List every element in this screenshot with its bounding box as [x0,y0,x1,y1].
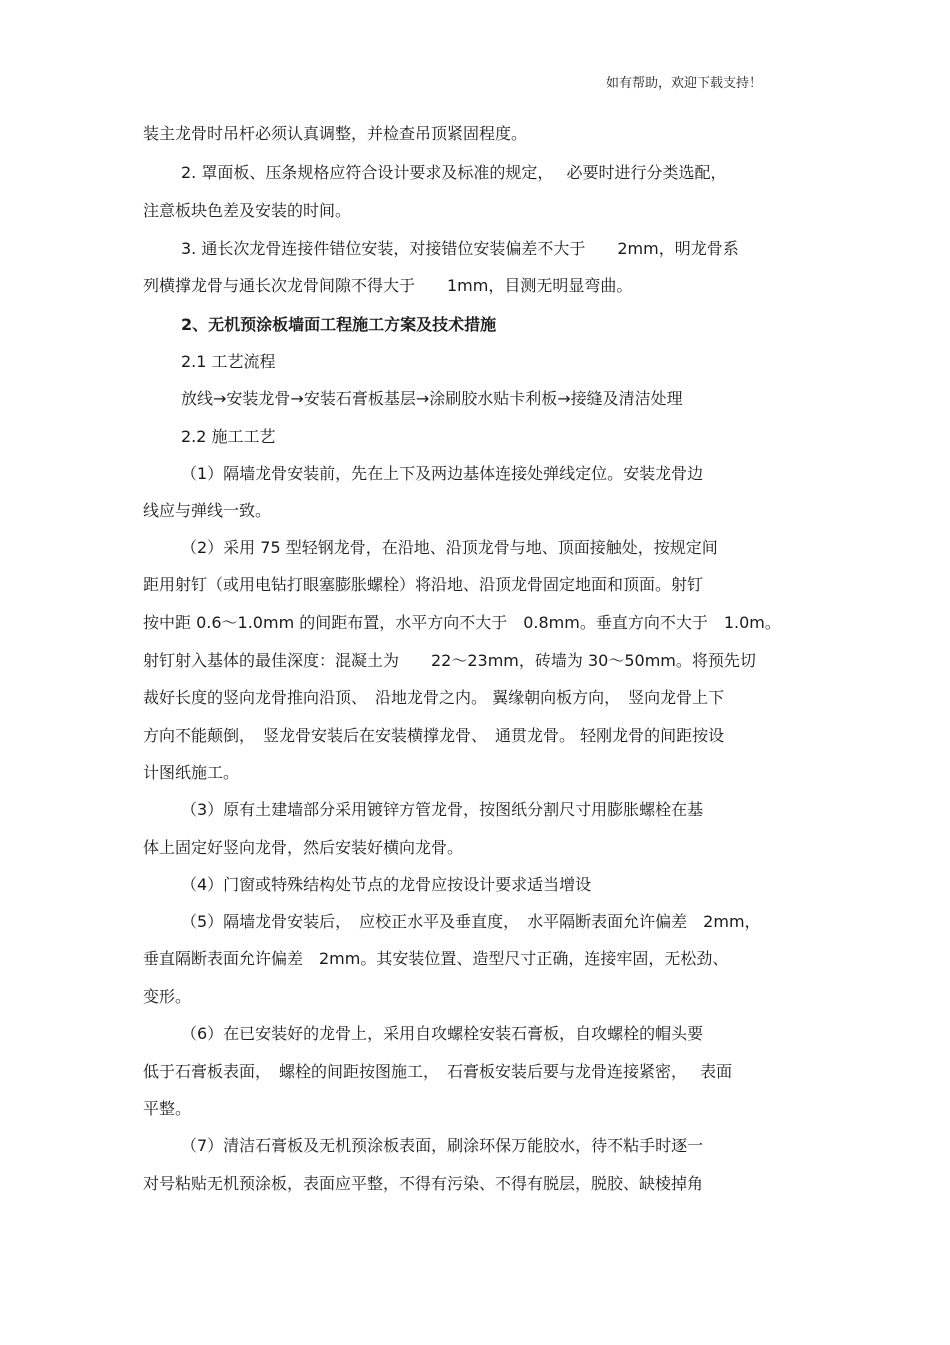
header-note: 如有帮助，欢迎下载支持！ [606,76,763,91]
text-line: 距用射钉（或用电钻打眼塞膨胀螺栓）将沿地、沿顶龙骨固定地面和顶面。射钉 [143,575,704,594]
process-flow: 放线→安装龙骨→安装石膏板基层→涂刷胶水贴卡利板→接缝及清洁处理 [181,389,683,408]
text-line: 装主龙骨时吊杆必须认真调整，并检查吊顶紧固程度。 [143,124,528,143]
text-line: 裁好长度的竖向龙骨推向沿顶、 沿地龙骨之内。 翼缘朝向板方向， 竖向龙骨上下 [143,688,725,707]
text-line: （5）隔墙龙骨安装后， 应校正水平及垂直度， 水平隔断表面允许偏差 2mm， [181,912,761,931]
text-line: 方向不能颠倒， 竖龙骨安装后在安装横撑龙骨、 通贯龙骨。 轻刚龙骨的间距按设 [143,726,725,745]
text-line: 平整。 [143,1099,192,1118]
text-line: 按中距 0.6～1.0mm 的间距布置，水平方向不大于 0.8mm。垂直方向不大于 1.0m。 [143,613,781,632]
text-line: （6）在已安装好的龙骨上，采用自攻螺栓安装石膏板，自攻螺栓的帽头要 [181,1024,704,1043]
text-line: 列横撑龙骨与通长次龙骨间隙不得大于 1mm，目测无明显弯曲。 [143,276,633,295]
text-line: （3）原有土建墙部分采用镀锌方管龙骨，按图纸分割尺寸用膨胀螺栓在基 [181,800,704,819]
text-line: （7）清洁石膏板及无机预涂板表面，刷涂环保万能胶水，待不粘手时逐一 [181,1136,704,1155]
text-line: 计图纸施工。 [143,763,240,782]
text-line: 注意板块色差及安装的时间。 [143,201,352,220]
text-line: 对号粘贴无机预涂板，表面应平整，不得有污染、不得有脱层，脱胶、缺棱掉角 [143,1174,704,1193]
section-heading: 2、无机预涂板墙面工程施工方案及技术措施 [181,315,497,334]
text-line: 3. 通长次龙骨连接件错位安装，对接错位安装偏差不大于 2mm，明龙骨系 [181,239,739,258]
text-line: 体上固定好竖向龙骨，然后安装好横向龙骨。 [143,838,464,857]
text-line: （4）门窗或特殊结构处节点的龙骨应按设计要求适当增设 [181,875,592,894]
text-line: 变形。 [143,987,192,1006]
text-line: 低于石膏板表面， 螺栓的间距按图施工， 石膏板安装后要与龙骨连接紧密， 表面 [143,1062,733,1081]
text-line: （1）隔墙龙骨安装前，先在上下及两边基体连接处弹线定位。安装龙骨边 [181,464,704,483]
subsection-heading: 2.1 工艺流程 [181,352,276,371]
subsection-heading: 2.2 施工工艺 [181,427,276,446]
text-line: 垂直隔断表面允许偏差 2mm。其安装位置、造型尺寸正确，连接牢固，无松劲、 [143,949,729,968]
text-line: 射钉射入基体的最佳深度：混凝土为 22～23mm，砖墙为 30～50mm。将预先切 [143,651,756,670]
text-line: 2. 罩面板、压条规格应符合设计要求及标准的规定， 必要时进行分类选配， [181,163,727,182]
text-line: 线应与弹线一致。 [143,501,272,520]
text-line: （2）采用 75 型轻钢龙骨，在沿地、沿顶龙骨与地、顶面接触处，按规定间 [181,538,718,557]
